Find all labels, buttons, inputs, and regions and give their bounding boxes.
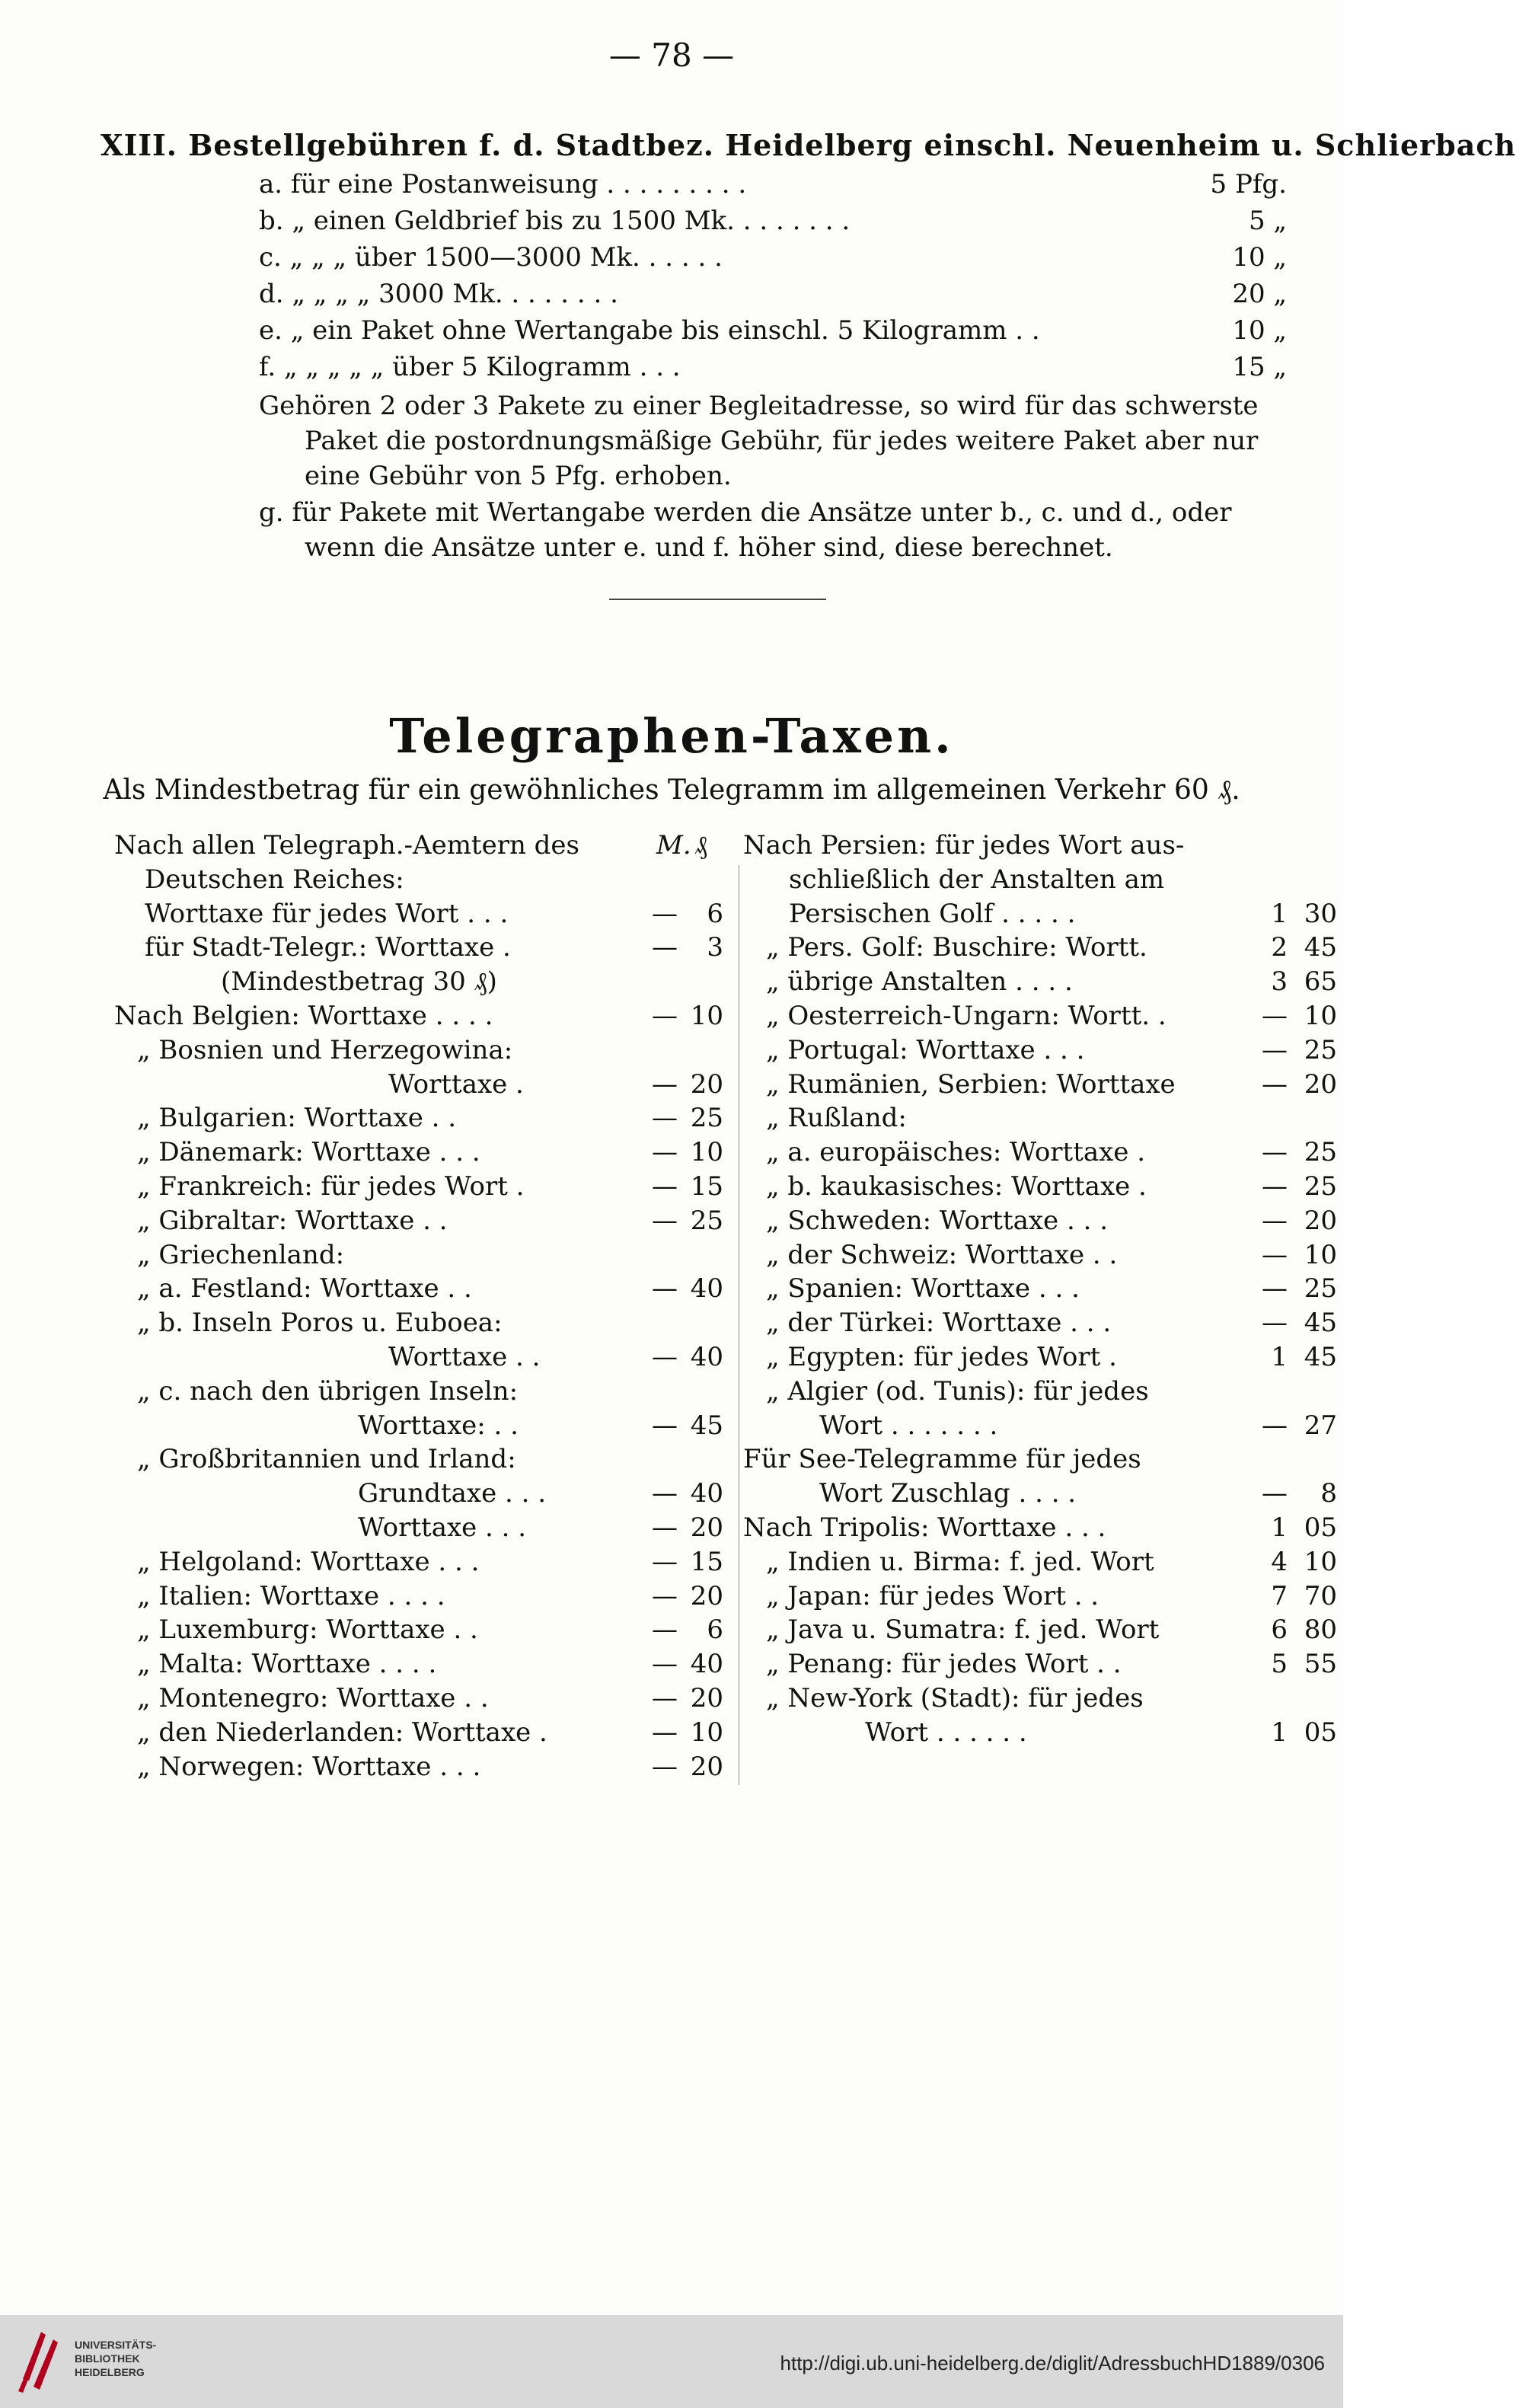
tariff-pfennig: 25 <box>1304 1171 1337 1202</box>
tariff-row <box>114 1001 723 1035</box>
fee-value: 10 „ <box>1232 242 1287 273</box>
tariff-mark: — <box>652 1478 678 1509</box>
tariff-mark: — <box>652 1205 678 1236</box>
tariff-mark: — <box>652 1137 678 1168</box>
tariff-pfennig: 20 <box>690 1683 723 1713</box>
g-line: g. für Pakete mit Wertangabe werden die Ansätze unter b., c. und d., oder <box>259 497 1232 528</box>
tariff-mark: — <box>1262 1205 1288 1236</box>
tariff-destination: „ b. Inseln Poros u. Euboea: <box>137 1308 503 1339</box>
tariff-mark: — <box>652 1273 678 1305</box>
tariff-destination: Nach Belgien: Worttaxe . . . . <box>114 1001 493 1031</box>
tariff-destination: Worttaxe . <box>388 1068 524 1100</box>
tariff-row <box>114 1410 723 1445</box>
tariff-pfennig: 20 <box>1304 1205 1337 1236</box>
tariff-destination: „ Spanien: Worttaxe . . . <box>766 1273 1080 1305</box>
tariff-mark: — <box>1262 1068 1288 1100</box>
tariff-pfennig: 20 <box>1304 1068 1337 1100</box>
fee-row <box>259 206 1294 242</box>
note-line: Gehören 2 oder 3 Pakete zu einer Begleitadresse, so wird für das schwerste <box>259 391 1259 421</box>
tariff-destination: „ a. Festland: Worttaxe . . <box>137 1273 472 1305</box>
tariff-row <box>743 1614 1337 1649</box>
fee-label: a. für eine Postanweisung . . . . . . . . . <box>259 169 747 200</box>
tariff-destination: „ Bulgarien: Worttaxe . . <box>137 1103 457 1134</box>
tariff-mark: 1 <box>1271 1512 1288 1543</box>
tariff-destination: „ a. europäisches: Worttaxe . <box>766 1137 1146 1168</box>
tariff-row <box>743 1137 1337 1171</box>
tariff-destination: (Mindestbetrag 30 ₰) <box>221 966 497 998</box>
tariff-destination: „ Frankreich: für jedes Wort . <box>137 1171 525 1202</box>
tariff-mark: — <box>1262 1410 1288 1441</box>
tariff-row <box>743 1581 1337 1615</box>
tariff-mark: — <box>652 1410 678 1441</box>
fee-row <box>259 315 1294 352</box>
tariff-row <box>114 899 723 933</box>
tariff-destination: „ Großbritannien und Irland: <box>137 1444 516 1475</box>
tariff-pfennig: 55 <box>1304 1649 1337 1680</box>
note-line: eine Gebühr von 5 Pfg. erhoben. <box>305 461 732 491</box>
tariff-destination: schließlich der Anstalten am <box>789 864 1165 895</box>
tariff-row <box>114 1581 723 1615</box>
tariff-destination: „ Rußland: <box>766 1103 907 1134</box>
tariff-destination: „ Penang: für jedes Wort . . <box>766 1649 1122 1680</box>
tariff-pfennig: 40 <box>690 1478 723 1509</box>
tariff-row <box>743 1001 1337 1035</box>
fee-value: 5 Pfg. <box>1210 169 1287 200</box>
fee-label: c. „ „ „ über 1500—3000 Mk. . . . . . <box>259 242 723 273</box>
tariff-row <box>743 1444 1337 1478</box>
tariff-mark: — <box>652 1001 678 1031</box>
tariff-destination: „ Helgoland: Worttaxe . . . <box>137 1546 480 1577</box>
tariff-mark: — <box>1262 1137 1288 1168</box>
tariff-row <box>114 830 723 864</box>
tariff-mark: — <box>1262 1239 1288 1270</box>
tariff-row <box>114 864 723 899</box>
tariff-destination: Worttaxe . . . <box>358 1512 527 1543</box>
tariff-row <box>743 1273 1337 1308</box>
divider-rule <box>609 599 826 600</box>
tariff-destination: „ den Niederlanden: Worttaxe . <box>137 1717 547 1748</box>
tariff-destination: „ Malta: Worttaxe . . . . <box>137 1649 437 1680</box>
fee-value: 5 „ <box>1248 206 1287 236</box>
tariff-pfennig: 25 <box>1304 1034 1337 1065</box>
tariff-mark: — <box>652 1614 678 1646</box>
tariff-pfennig: 05 <box>1304 1512 1337 1543</box>
tariff-pfennig: 8 <box>1320 1478 1337 1509</box>
tariff-destination: „ Rumänien, Serbien: Worttaxe <box>766 1068 1176 1100</box>
tariff-destination: „ Portugal: Worttaxe . . . <box>766 1034 1085 1065</box>
tariff-mark: — <box>652 1103 678 1134</box>
note-line: Paket die postordnungsmäßige Gebühr, für jedes weitere Paket aber nur <box>305 426 1259 456</box>
tariff-pfennig: 30 <box>1304 898 1337 929</box>
tariff-mark: — <box>1262 1034 1288 1065</box>
tariff-mark: — <box>1262 1273 1288 1305</box>
tariff-mark: 3 <box>1271 966 1288 998</box>
tariff-destination: „ übrige Anstalten . . . . <box>766 966 1073 998</box>
tariff-destination: „ der Schweiz: Worttaxe . . <box>766 1239 1118 1270</box>
tariff-row <box>114 1478 723 1512</box>
tariff-row <box>743 1717 1337 1752</box>
tariff-row <box>743 1342 1337 1376</box>
tariff-pfennig: 20 <box>690 1068 723 1100</box>
tariff-pfennig: 10 <box>690 1137 723 1168</box>
tariff-row <box>114 1171 723 1206</box>
tariff-mark: 1 <box>1271 1342 1288 1372</box>
tariff-pfennig: 27 <box>1304 1410 1337 1441</box>
tariff-pfennig: 10 <box>1304 1001 1337 1031</box>
tariff-destination: „ Pers. Golf: Buschire: Wortt. <box>766 932 1147 963</box>
tariff-mark: — <box>652 1171 678 1202</box>
g-line: wenn die Ansätze unter e. und f. höher sind, diese berechnet. <box>305 532 1113 563</box>
tariff-row <box>114 1717 723 1752</box>
tariff-destination: Persischen Golf . . . . . <box>789 898 1076 929</box>
tariff-mark: — <box>1262 1478 1288 1509</box>
tariff-destination: Für See-Telegramme für jedes <box>743 1444 1141 1475</box>
tariff-destination: „ Bosnien und Herzegowina: <box>137 1034 513 1065</box>
tariff-mark: 5 <box>1271 1649 1288 1680</box>
tariff-row <box>114 1614 723 1649</box>
tariff-destination: Worttaxe: . . <box>358 1410 519 1441</box>
tariff-pfennig: 25 <box>690 1103 723 1134</box>
tariff-row <box>114 1103 723 1137</box>
tariff-mark: — <box>652 1649 678 1680</box>
tariff-mark: 4 <box>1271 1546 1288 1577</box>
tariff-mark: — <box>652 1683 678 1713</box>
tariff-pfennig: 20 <box>690 1512 723 1543</box>
tariff-row <box>114 1035 723 1069</box>
tariff-row <box>114 966 723 1001</box>
tariff-destination: Nach Tripolis: Worttaxe . . . <box>743 1512 1106 1543</box>
tariff-row <box>114 932 723 966</box>
tariff-destination: Wort . . . . . . <box>865 1717 1027 1748</box>
tariff-row <box>743 1171 1337 1206</box>
tariff-destination: „ Norwegen: Worttaxe . . . <box>137 1751 481 1782</box>
tariff-destination: „ New-York (Stadt): für jedes <box>766 1683 1144 1713</box>
tariff-row <box>743 1683 1337 1717</box>
section-xiii-heading: XIII. Bestellgebühren f. d. Stadtbez. Heidelberg einschl. Neuenheim u. Schlierbach <box>101 128 1516 162</box>
tariff-mark: — <box>652 1512 678 1543</box>
fee-label: d. „ „ „ „ 3000 Mk. . . . . . . . <box>259 279 618 309</box>
tariff-row <box>743 1649 1337 1683</box>
page-number: — 78 — <box>608 37 735 74</box>
tariff-mark: — <box>652 932 678 963</box>
tariff-row <box>114 1308 723 1342</box>
tariff-row <box>114 1752 723 1786</box>
tariff-row <box>743 1376 1337 1410</box>
tariff-pfennig: 05 <box>1304 1717 1337 1748</box>
tariff-destination: „ c. nach den übrigen Inseln: <box>137 1375 519 1407</box>
tariff-pfennig: 25 <box>1304 1137 1337 1168</box>
tariff-mark: — <box>652 1580 678 1611</box>
telegraph-title: Telegraphen-Taxen. <box>389 708 954 764</box>
tariff-row <box>743 1547 1337 1581</box>
tariff-destination: für Stadt-Telegr.: Worttaxe . <box>145 932 511 963</box>
tariff-pfennig: 3 <box>707 932 723 963</box>
tariff-destination: Nach allen Telegraph.-Aemtern des <box>114 830 580 861</box>
tariff-destination: „ Gibraltar: Worttaxe . . <box>137 1205 448 1236</box>
tariff-destination: Wort Zuschlag . . . . <box>819 1478 1077 1509</box>
tariff-mark: — <box>652 1342 678 1372</box>
tariff-destination: Deutschen Reiches: <box>145 864 404 895</box>
tariff-row <box>114 1512 723 1547</box>
tariff-pfennig: 65 <box>1304 966 1337 998</box>
tariff-row <box>743 1410 1337 1445</box>
tariff-pfennig: 25 <box>1304 1273 1337 1305</box>
tariff-row <box>743 830 1337 864</box>
tariff-destination: „ Oesterreich-Ungarn: Wortt. . <box>766 1001 1167 1031</box>
tariff-row <box>743 1308 1337 1342</box>
tariff-row <box>114 1069 723 1103</box>
tariff-destination: „ Egypten: für jedes Wort . <box>766 1342 1117 1372</box>
tariff-pfennig: 10 <box>1304 1546 1337 1577</box>
tariff-destination: „ Dänemark: Worttaxe . . . <box>137 1137 480 1168</box>
tariff-destination: Grundtaxe . . . <box>358 1478 547 1509</box>
tariff-destination: „ Griechenland: <box>137 1239 345 1270</box>
tariff-row <box>743 1103 1337 1137</box>
tariff-row <box>743 1240 1337 1274</box>
tariff-pfennig: 15 <box>690 1546 723 1577</box>
telegraph-minimum: Als Mindestbetrag für ein gewöhnliches Telegramm im allgemeinen Verkehr 60 ₰. <box>103 774 1240 806</box>
tariff-row <box>114 1240 723 1274</box>
source-url-link[interactable]: http://digi.ub.uni-heidelberg.de/diglit/AdressbuchHD1889/0306 <box>780 2352 1325 2374</box>
tariff-row <box>114 1137 723 1171</box>
col-header-pfennig: ₰ <box>694 830 707 861</box>
tariff-mark: — <box>1262 1308 1288 1339</box>
tariff-destination: „ Java u. Sumatra: f. jed. Wort <box>766 1614 1160 1646</box>
tariff-row <box>114 1206 723 1240</box>
tariff-destination: „ Schweden: Worttaxe . . . <box>766 1205 1109 1236</box>
tariff-pfennig: 45 <box>1304 1342 1337 1372</box>
tariff-mark: — <box>652 1717 678 1748</box>
fee-label: e. „ ein Paket ohne Wertangabe bis einschl. 5 Kilogramm . . <box>259 315 1040 346</box>
tariff-pfennig: 20 <box>690 1751 723 1782</box>
tariff-mark: 2 <box>1271 932 1288 963</box>
tariff-mark: — <box>652 1751 678 1782</box>
tariff-destination: „ b. kaukasisches: Worttaxe . <box>766 1171 1147 1202</box>
tariff-mark: — <box>1262 1171 1288 1202</box>
university-library-logo <box>15 2326 64 2396</box>
tariff-pfennig: 40 <box>690 1649 723 1680</box>
col-header-mark: M. <box>656 830 691 861</box>
library-name: UNIVERSITÄTS- BIBLIOTHEK HEIDELBERG <box>75 2339 157 2378</box>
tariff-row <box>743 899 1337 933</box>
fee-row <box>259 242 1294 279</box>
tariff-destination: Worttaxe für jedes Wort . . . <box>145 898 509 929</box>
tariff-mark: — <box>1262 1001 1288 1031</box>
tariff-row <box>114 1444 723 1478</box>
tariff-mark: 7 <box>1271 1580 1288 1611</box>
tariff-destination: „ Luxemburg: Worttaxe . . <box>137 1614 478 1646</box>
tariff-mark: — <box>652 1546 678 1577</box>
tariff-mark: 1 <box>1271 898 1288 929</box>
tariff-row <box>743 1512 1337 1547</box>
fee-value: 20 „ <box>1232 279 1287 309</box>
tariff-destination: „ Indien u. Birma: f. jed. Wort <box>766 1546 1154 1577</box>
tariff-destination: „ Montenegro: Worttaxe . . <box>137 1683 489 1713</box>
fee-label: b. „ einen Geldbrief bis zu 1500 Mk. . . . . . . . <box>259 206 851 236</box>
tariff-destination: Wort . . . . . . . <box>819 1410 998 1441</box>
tariff-pfennig: 40 <box>690 1273 723 1305</box>
tariff-row <box>114 1342 723 1376</box>
tariff-mark: — <box>652 898 678 929</box>
tariff-pfennig: 10 <box>690 1717 723 1748</box>
tariff-row <box>743 1206 1337 1240</box>
tariff-mark: — <box>652 1068 678 1100</box>
tariff-row <box>114 1547 723 1581</box>
fee-label: f. „ „ „ „ „ über 5 Kilogramm . . . <box>259 352 681 382</box>
tariff-row <box>114 1683 723 1717</box>
tariff-row <box>114 1649 723 1683</box>
tariff-destination: Worttaxe . . <box>388 1342 541 1372</box>
fee-row <box>259 279 1294 315</box>
tariff-pfennig: 10 <box>690 1001 723 1031</box>
tariff-destination: „ Algier (od. Tunis): für jedes <box>766 1375 1149 1407</box>
tariff-mark: 6 <box>1271 1614 1288 1646</box>
fee-row <box>259 169 1294 206</box>
tariff-pfennig: 25 <box>690 1205 723 1236</box>
tariff-pfennig: 45 <box>1304 932 1337 963</box>
tariff-row <box>743 1035 1337 1069</box>
tariff-pfennig: 45 <box>1304 1308 1337 1339</box>
tariff-row <box>743 932 1337 966</box>
tariff-mark: 1 <box>1271 1717 1288 1748</box>
tariff-pfennig: 20 <box>690 1580 723 1611</box>
tariff-pfennig: 10 <box>1304 1239 1337 1270</box>
tariff-pfennig: 6 <box>707 898 723 929</box>
tariff-destination: „ Italien: Worttaxe . . . . <box>137 1580 445 1611</box>
tariff-row <box>743 966 1337 1001</box>
tariff-row <box>743 864 1337 899</box>
tariff-destination: Nach Persien: für jedes Wort aus- <box>743 830 1185 861</box>
tariff-destination: „ der Türkei: Worttaxe . . . <box>766 1308 1112 1339</box>
tariff-row <box>114 1273 723 1308</box>
fee-value: 10 „ <box>1232 315 1287 346</box>
tariff-destination: „ Japan: für jedes Wort . . <box>766 1580 1099 1611</box>
tariff-pfennig: 6 <box>707 1614 723 1646</box>
tariff-row <box>743 1478 1337 1512</box>
tariff-row <box>114 1376 723 1410</box>
tariff-pfennig: 45 <box>690 1410 723 1441</box>
tariff-row <box>743 1069 1337 1103</box>
fee-value: 15 „ <box>1232 352 1287 382</box>
fee-row <box>259 352 1294 388</box>
tariff-pfennig: 70 <box>1304 1580 1337 1611</box>
tariff-pfennig: 15 <box>690 1171 723 1202</box>
tariff-pfennig: 80 <box>1304 1614 1337 1646</box>
tariff-pfennig: 40 <box>690 1342 723 1372</box>
